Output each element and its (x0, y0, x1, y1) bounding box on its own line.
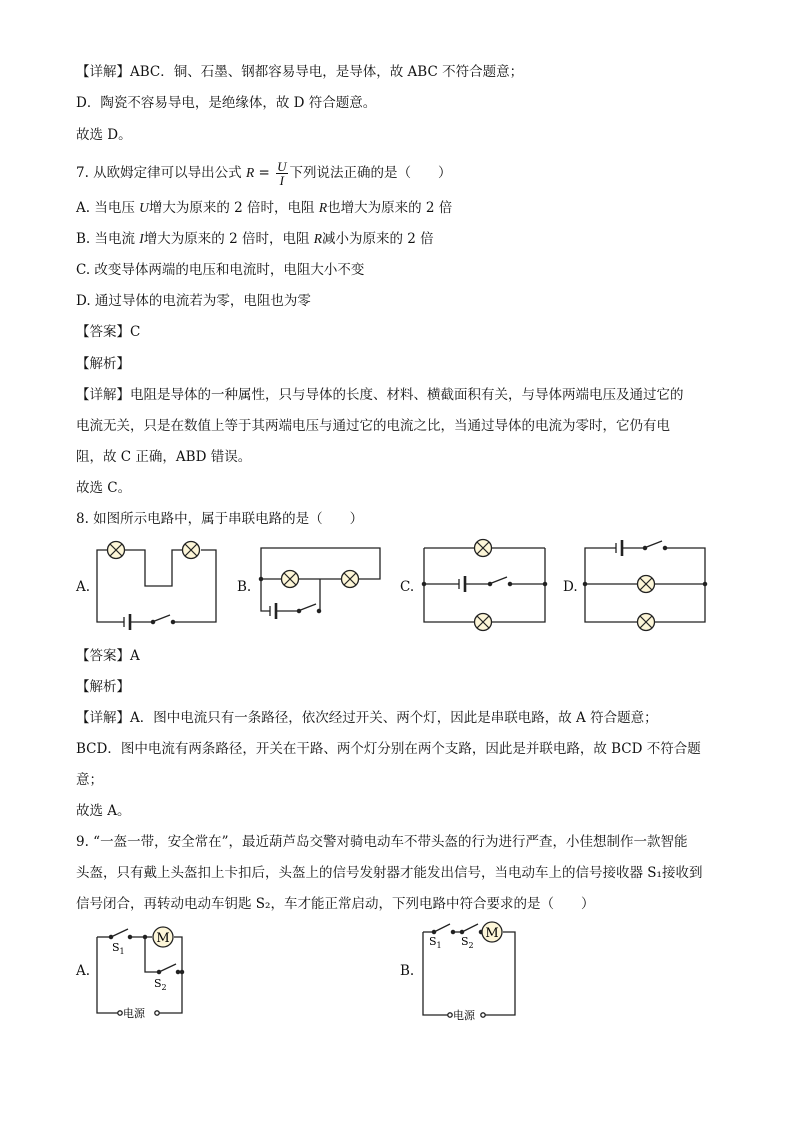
q8-detail-1: 【详解】A．图中电流只有一条路径，依次经过开关、两个灯，因此是串联电路，故 A 符合题意； (76, 710, 658, 726)
q9-a-motor-label: M (156, 931, 170, 946)
q8-option-d-label: D. (563, 579, 578, 595)
choice-line-1: 故选 D。 (76, 127, 132, 143)
lamp-c1 (475, 540, 492, 557)
q8-detail-2: BCD．图中电流有两条路径，开关在干路、两个灯分别在两个支路，因此是并联电路，故 BCD 不符合题 (76, 741, 701, 757)
q9-b-source-label: 电源 (453, 1009, 475, 1022)
q8-option-a-label: A. (76, 579, 91, 595)
q8-option-b-label: B. (237, 579, 252, 595)
q9-circuit-b (423, 922, 515, 1017)
lamp-d1 (638, 576, 655, 593)
q7-answer: 【答案】C (76, 324, 141, 340)
lamp-b2 (342, 571, 359, 588)
q7-option-a (76, 199, 452, 217)
question-7 (76, 160, 452, 187)
q7-option-b (76, 230, 434, 248)
q7-a-var-u: U (139, 200, 149, 215)
q8-circuit-a (97, 550, 216, 630)
lamp-b1 (282, 571, 299, 588)
q7-b-var-i: I (139, 231, 144, 246)
q7-b-text-2: 增大为原来的 2 倍时，电阻 (143, 231, 314, 247)
q8-option-c-label: C. (400, 579, 415, 595)
q7-choice: 故选 C。 (76, 480, 132, 496)
detail-line-2: D．陶瓷不容易导电，是绝缘体，故 D 符合题意。 (76, 95, 377, 111)
q8-analysis-heading: 【解析】 (76, 679, 130, 695)
q9-circuit-a (97, 927, 184, 1015)
q7-b-text-1: B. 当电流 (76, 231, 140, 247)
lamp-a2 (183, 542, 200, 559)
lamp-a1 (108, 542, 125, 559)
q9-a-s2-label: $S_2$ (154, 977, 167, 992)
lamp-d2 (638, 614, 655, 631)
q9-b-motor-label: M (485, 926, 499, 941)
q9-a-source-label: 电源 (123, 1007, 145, 1020)
q7-a-text-3: 也增大为原来的 2 倍 (327, 200, 453, 216)
q8-answer: 【答案】A (76, 648, 140, 664)
q9-circuits (70, 920, 540, 1030)
q7-analysis-heading: 【解析】 (76, 356, 130, 372)
q8-circuit-b (259, 548, 380, 619)
q7-suffix: 下列说法正确的是（ ） (289, 165, 452, 181)
q7-formula-fraction (276, 160, 287, 187)
q7-detail-2: 电流无关，只是在数值上等于其两端电压与通过它的电流之比，当通过导体的电流为零时，它仍有电 (76, 418, 670, 434)
q7-detail-3: 阻，故 C 正确，ABD 错误。 (76, 449, 252, 465)
q9-b-s1-label: $S_1$ (429, 935, 442, 950)
q9-option-a-label: A. (76, 963, 91, 979)
question-9-line-1: 9. “一盔一带，安全常在”，最近葫芦岛交警对骑电动车不带头盔的行为进行严查，小佳想制作一款智能 (76, 834, 688, 850)
q8-detail-3: 意； (76, 772, 103, 788)
q7-option-c: C. 改变导体两端的电压和电流时，电阻大小不变 (76, 262, 365, 278)
q7-formula-denominator: I (279, 173, 284, 188)
q9-b-s2-label: $S_2$ (461, 935, 474, 950)
question-9-line-2: 头盔，只有戴上头盔扣上卡扣后，头盔上的信号发射器才能发出信号，当电动车上的信号接收器 S₁接收到 (76, 865, 703, 881)
q7-option-d: D. 通过导体的电流若为零，电阻也为零 (76, 293, 311, 309)
q7-a-text-2: 增大为原来的 2 倍时，电阻 (148, 200, 319, 216)
q8-circuit-c (422, 548, 546, 622)
q7-a-var-r: R (318, 200, 328, 215)
question-9-line-3: 信号闭合，再转动电动车钥匙 S₂，车才能正常启动，下列电路中符合要求的是（ ） (76, 896, 595, 912)
question-8: 8. 如图所示电路中，属于串联电路的是（ ） (76, 511, 364, 527)
q7-b-text-3: 减小为原来的 2 倍 (322, 231, 434, 247)
detail-line-1: 【详解】ABC．铜、石墨、钢都容易导电，是导体，故 ABC 不符合题意； (76, 64, 524, 80)
q7-detail-1: 【详解】电阻是导体的一种属性，只与导体的长度、材料、横截面积有关，与导体两端电压及通过它的 (76, 387, 684, 403)
q7-b-var-r: R (313, 231, 323, 246)
q7-a-text-1: A. 当电压 (76, 200, 140, 216)
q9-a-s1-label: $S_1$ (112, 941, 125, 956)
q9-option-b-label: B. (400, 963, 415, 979)
q7-formula-lhs: R (245, 165, 255, 180)
lamp-c2 (475, 614, 492, 631)
q7-formula-numerator: U (277, 159, 287, 174)
q7-formula-eq: = (254, 165, 275, 181)
q8-choice: 故选 A。 (76, 803, 131, 819)
q7-prefix: 7. 从欧姆定律可以导出公式 (76, 165, 242, 181)
